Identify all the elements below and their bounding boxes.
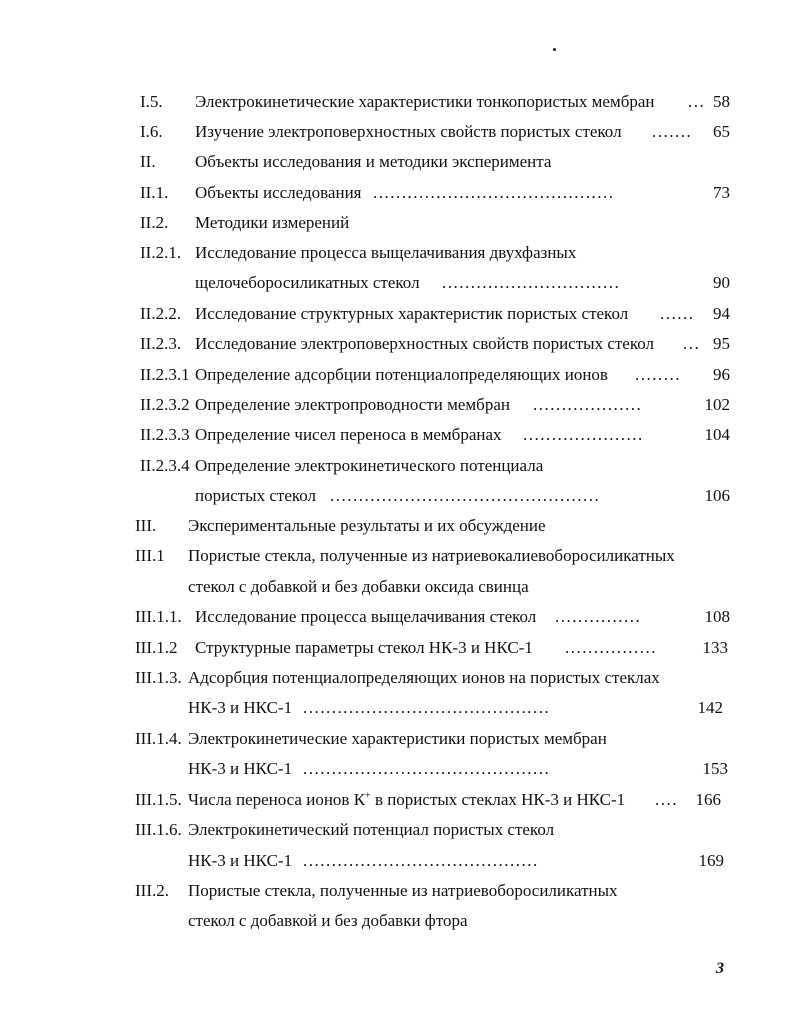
toc-title: Структурные параметры стекол НК-3 и НКС-1 bbox=[195, 638, 533, 657]
toc-number: III.1.4. bbox=[135, 729, 182, 748]
toc-title: Исследование электроповерхностных свойств пористых стекол bbox=[195, 334, 655, 353]
toc-number: I.6. bbox=[140, 122, 163, 141]
toc-number: III.1.1. bbox=[135, 607, 182, 626]
toc-title: Исследование процесса выщелачивания двухфазных bbox=[195, 243, 577, 262]
toc-leader: ........................................... bbox=[303, 759, 551, 778]
toc-page: 142 bbox=[697, 698, 723, 717]
toc-title: Пористые стекла, полученные из натриевокалиевоборосиликатных bbox=[188, 546, 675, 565]
toc-number: I.5. bbox=[140, 92, 163, 111]
toc-leader: ......................................... bbox=[303, 851, 539, 870]
toc-page: 95 bbox=[713, 334, 730, 353]
toc-title: НК-3 и НКС-1 bbox=[188, 759, 293, 778]
toc-page: 133 bbox=[702, 638, 728, 657]
toc-title: щелочеборосиликатных стекол bbox=[195, 273, 420, 292]
toc-page: 73 bbox=[713, 183, 730, 202]
page-number: 3 bbox=[716, 960, 724, 977]
toc-title bbox=[188, 789, 625, 811]
toc-number: III.2. bbox=[135, 881, 169, 900]
toc-title: Методики измерений bbox=[195, 213, 350, 232]
toc-leader: .......................................... bbox=[373, 183, 615, 202]
toc-number: II.2.2. bbox=[140, 304, 182, 323]
toc-page: 102 bbox=[704, 395, 730, 414]
toc-title: Электрокинетические характеристики пористых мембран bbox=[188, 729, 607, 748]
toc-title: Определение электрокинетического потенциала bbox=[195, 456, 544, 475]
toc-leader: ... bbox=[683, 334, 701, 353]
toc-page: 104 bbox=[704, 425, 730, 444]
toc-number: III.1.3. bbox=[135, 668, 182, 687]
toc-leader: ............................... bbox=[442, 273, 621, 292]
toc-leader: ................... bbox=[533, 395, 643, 414]
toc-leader: ................ bbox=[565, 638, 657, 657]
toc-title: Пористые стекла, полученные из натриевоборосиликатных bbox=[188, 881, 618, 900]
toc-number: III.1.6. bbox=[135, 820, 182, 839]
toc-title: НК-3 и НКС-1 bbox=[188, 851, 293, 870]
toc-leader: ... bbox=[688, 92, 706, 111]
toc-page: 96 bbox=[713, 365, 730, 384]
toc-title-part: в пористых стеклах НК-3 и НКС-1 bbox=[370, 790, 626, 809]
toc-leader: ............................................... bbox=[330, 486, 601, 505]
toc-leader: ........................................... bbox=[303, 698, 551, 717]
toc-title: стекол с добавкой и без добавки оксида свинца bbox=[188, 577, 529, 596]
toc-number: II.2.3.3 bbox=[140, 425, 190, 444]
toc-page: 169 bbox=[698, 851, 724, 870]
toc-title: Электрокинетический потенциал пористых стекол bbox=[188, 820, 555, 839]
toc-title: Исследование процесса выщелачивания стекол bbox=[195, 607, 537, 626]
toc-number: II.2.3. bbox=[140, 334, 182, 353]
toc-title: Исследование структурных характеристик пористых стекол bbox=[195, 304, 629, 323]
toc-number: II.2.3.4 bbox=[140, 456, 190, 475]
toc-page: 108 bbox=[704, 607, 730, 626]
toc-title: Объекты исследования bbox=[195, 183, 362, 202]
toc-number: II.2.3.2 bbox=[140, 395, 190, 414]
toc-page: 90 bbox=[713, 273, 730, 292]
toc-title: Электрокинетические характеристики тонкопористых мембран bbox=[195, 92, 655, 111]
toc-number: III. bbox=[135, 516, 157, 535]
toc-title: Определение чисел переноса в мембранах bbox=[195, 425, 502, 444]
toc-title: Определение электропроводности мембран bbox=[195, 395, 510, 414]
toc-title: пористых стекол bbox=[195, 486, 317, 505]
toc-leader: ........ bbox=[635, 365, 681, 384]
toc-title: Определение адсорбции потенциалопределяющих ионов bbox=[195, 365, 608, 384]
toc-title-part: Числа переноса ионов К bbox=[188, 790, 366, 809]
toc-number: III.1 bbox=[135, 546, 165, 565]
toc-number: II. bbox=[140, 152, 156, 171]
toc-title: Экспериментальные результаты и их обсуждение bbox=[188, 516, 546, 535]
scan-speck bbox=[553, 48, 556, 51]
toc-leader: ..................... bbox=[523, 425, 644, 444]
toc-number: II.2. bbox=[140, 213, 169, 232]
toc-page: 94 bbox=[713, 304, 730, 323]
toc-title: Объекты исследования и методики эксперимента bbox=[195, 152, 552, 171]
toc-leader: ...... bbox=[660, 304, 695, 323]
toc-leader: ....... bbox=[652, 122, 693, 141]
ion-charge-superscript: + bbox=[365, 790, 371, 802]
toc-number: II.2.1. bbox=[140, 243, 182, 262]
toc-title: Адсорбция потенциалопределяющих ионов на пористых стеклах bbox=[188, 668, 660, 687]
toc-page: 65 bbox=[713, 122, 730, 141]
toc-title: стекол с добавкой и без добавки фтора bbox=[188, 911, 468, 930]
toc-page: 153 bbox=[702, 759, 728, 778]
toc-page: 58 bbox=[713, 92, 730, 111]
toc-number: II.2.3.1 bbox=[140, 365, 190, 384]
toc-leader: ............... bbox=[555, 607, 642, 626]
toc-title: Изучение электроповерхностных свойств пористых стекол bbox=[195, 122, 622, 141]
toc-number: III.1.2 bbox=[135, 638, 178, 657]
toc-number: II.1. bbox=[140, 183, 169, 202]
toc-number: III.1.5. bbox=[135, 790, 182, 809]
toc-title: НК-3 и НКС-1 bbox=[188, 698, 293, 717]
toc-page: 166 bbox=[695, 790, 721, 809]
toc-leader: .... bbox=[655, 790, 678, 809]
toc-page: 106 bbox=[704, 486, 730, 505]
